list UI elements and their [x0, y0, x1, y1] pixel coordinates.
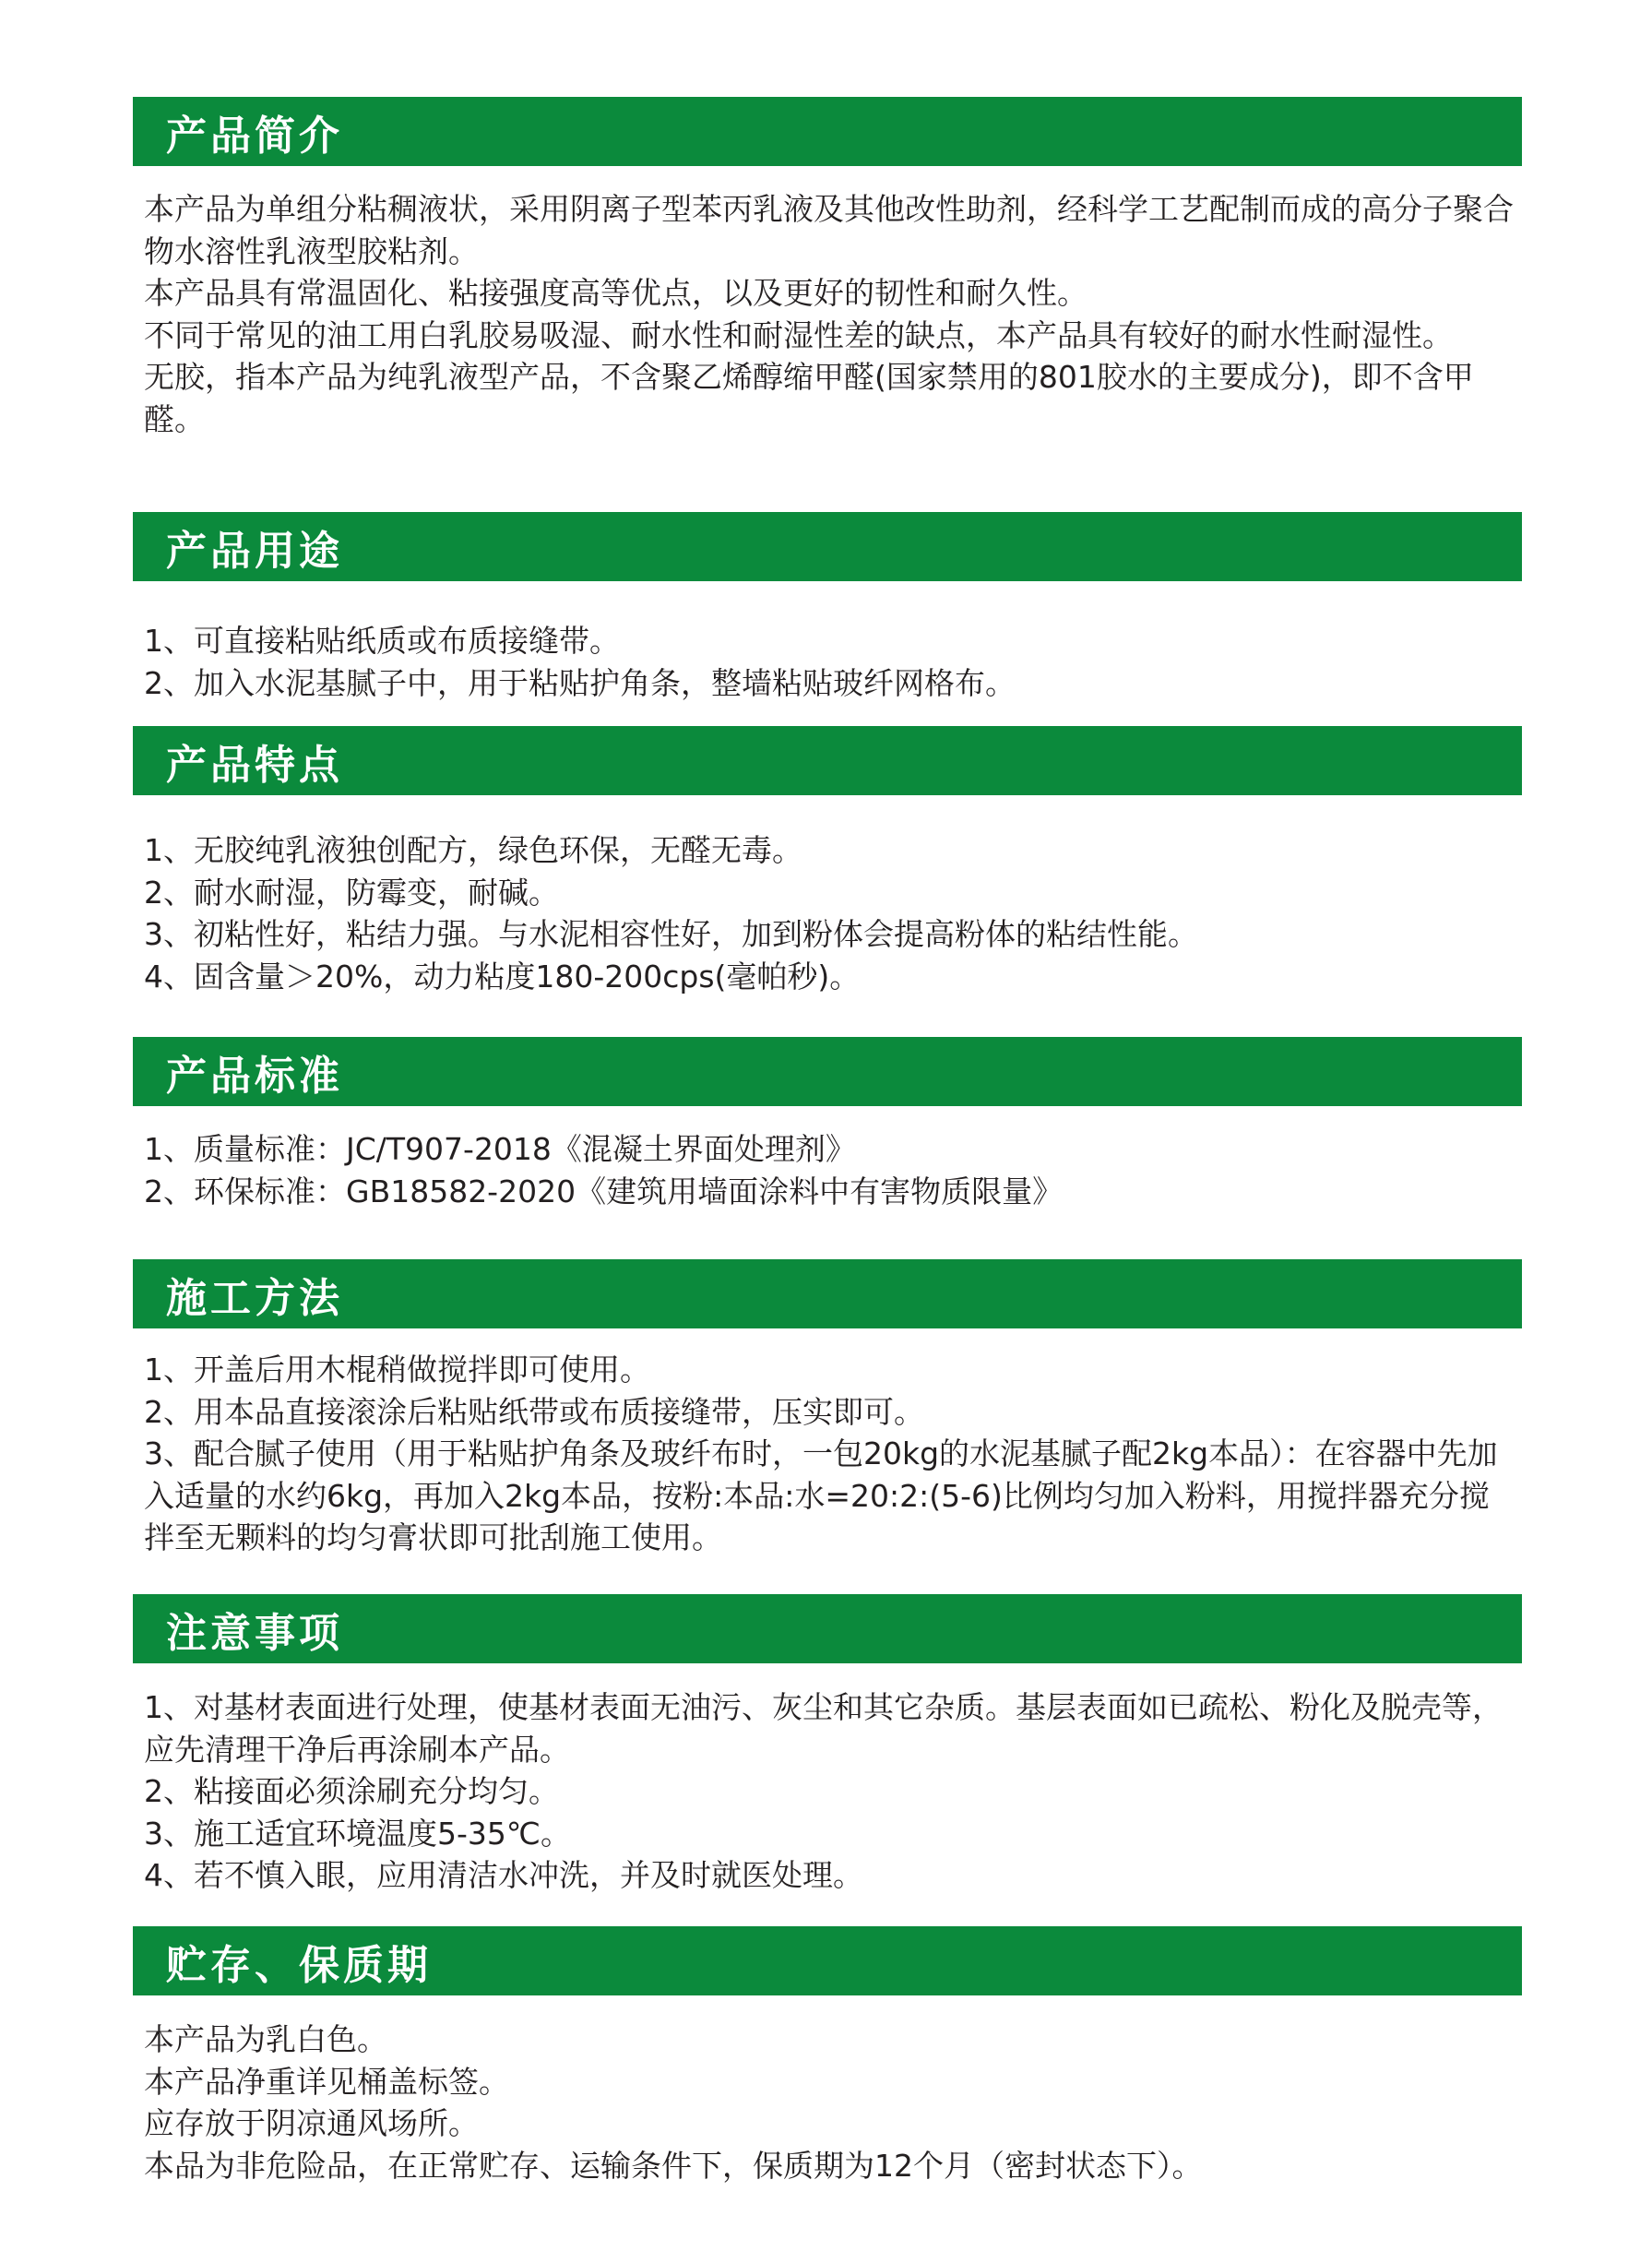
paragraph: 本产品具有常温固化、粘接强度高等优点，以及更好的韧性和耐久性。 — [144, 275, 1087, 311]
section-intro — [133, 97, 1522, 440]
list-item: 1、开盖后用木棍稍做搅拌即可使用。 — [144, 1352, 650, 1388]
section-application-method — [133, 1259, 1522, 1559]
list-item: 2、耐水耐湿，防霉变，耐碱。 — [144, 874, 559, 911]
list-item: 2、环保标准：GB18582-2020《建筑用墙面涂料中有害物质限量》 — [144, 1173, 1064, 1209]
list-item: 3、施工适宜环境温度5-35℃。 — [144, 1815, 571, 1852]
section-usage — [133, 512, 1522, 704]
paragraph: 本产品为乳白色。 — [144, 2021, 387, 2057]
paragraph: 无胶，指本产品为纯乳液型产品，不含聚乙烯醇缩甲醛(国家禁用的801胶水的主要成分)，即不含甲醛。 — [144, 359, 1474, 437]
section-body — [133, 829, 1522, 997]
paragraph: 应存放于阴凉通风场所。 — [144, 2105, 479, 2141]
list-item: 1、无胶纯乳液独创配方，绿色环保，无醛无毒。 — [144, 832, 802, 868]
section-title: 贮存、保质期 — [166, 1941, 432, 1989]
section-header — [133, 1259, 1522, 1328]
section-body — [133, 1686, 1522, 1897]
list-item: 3、初粘性好，粘结力强。与水泥相容性好，加到粉体会提高粉体的粘结性能。 — [144, 916, 1198, 952]
paragraph: 不同于常见的油工用白乳胶易吸湿、耐水性和耐湿性差的缺点，本产品具有较好的耐水性耐湿性。 — [144, 316, 1453, 353]
section-title: 施工方法 — [166, 1274, 343, 1322]
section-header — [133, 512, 1522, 581]
list-item: 1、质量标准：JC/T907-2018《混凝土界面处理剂》 — [144, 1131, 856, 1167]
section-body — [133, 620, 1522, 704]
list-item: 3、配合腻子使用（用于粘贴护角条及玻纤布时，一包20kg的水泥基腻子配2kg本品）：在容器中先加入适量的水约6kg，再加入2kg本品，按粉:本品:水=20:2:(5-6)比例均匀加入粉料，用搅拌器充分搅拌至无颗料的均匀膏状即可批刮施工使用。 — [144, 1435, 1498, 1555]
list-item: 1、对基材表面进行处理，使基材表面无油污、灰尘和其它杂质。基层表面如已疏松、粉化及脱壳等，应先清理干净后再涂刷本产品。 — [144, 1689, 1503, 1768]
list-item: 1、可直接粘贴纸质或布质接缝带。 — [144, 623, 620, 659]
paragraph: 本产品净重详见桶盖标签。 — [144, 2063, 509, 2100]
section-storage-shelf-life — [133, 1926, 1522, 2186]
list-item: 4、若不慎入眼，应用清洁水冲洗，并及时就医处理。 — [144, 1857, 863, 1893]
paragraph: 本品为非危险品，在正常贮存、运输条件下，保质期为12个月（密封状态下）。 — [144, 2147, 1203, 2184]
section-header — [133, 97, 1522, 166]
section-features — [133, 726, 1522, 997]
section-header — [133, 1926, 1522, 1995]
section-title: 产品标准 — [166, 1052, 343, 1100]
paragraph: 本产品为单组分粘稠液状，采用阴离子型苯丙乳液及其他改性助剂，经科学工艺配制而成的高分子聚合物水溶性乳液型胶粘剂。 — [144, 191, 1514, 269]
section-body — [133, 1349, 1522, 1559]
section-body — [133, 1128, 1522, 1212]
section-title: 产品简介 — [166, 112, 343, 160]
list-item: 4、固含量＞20%，动力粘度180-200cps(毫帕秒)。 — [144, 958, 861, 995]
section-title: 产品特点 — [166, 741, 343, 789]
list-item: 2、加入水泥基腻子中，用于粘贴护角条，整墙粘贴玻纤网格布。 — [144, 664, 1016, 701]
section-title: 注意事项 — [166, 1609, 343, 1657]
section-header — [133, 726, 1522, 795]
section-header — [133, 1037, 1522, 1106]
section-header — [133, 1594, 1522, 1663]
list-item: 2、用本品直接滚涂后粘贴纸带或布质接缝带，压实即可。 — [144, 1393, 924, 1430]
section-body — [133, 2019, 1522, 2186]
section-precautions — [133, 1594, 1522, 1897]
section-body — [133, 188, 1522, 440]
section-title: 产品用途 — [166, 527, 343, 575]
list-item: 2、粘接面必须涂刷充分均匀。 — [144, 1773, 559, 1809]
section-standards — [133, 1037, 1522, 1212]
